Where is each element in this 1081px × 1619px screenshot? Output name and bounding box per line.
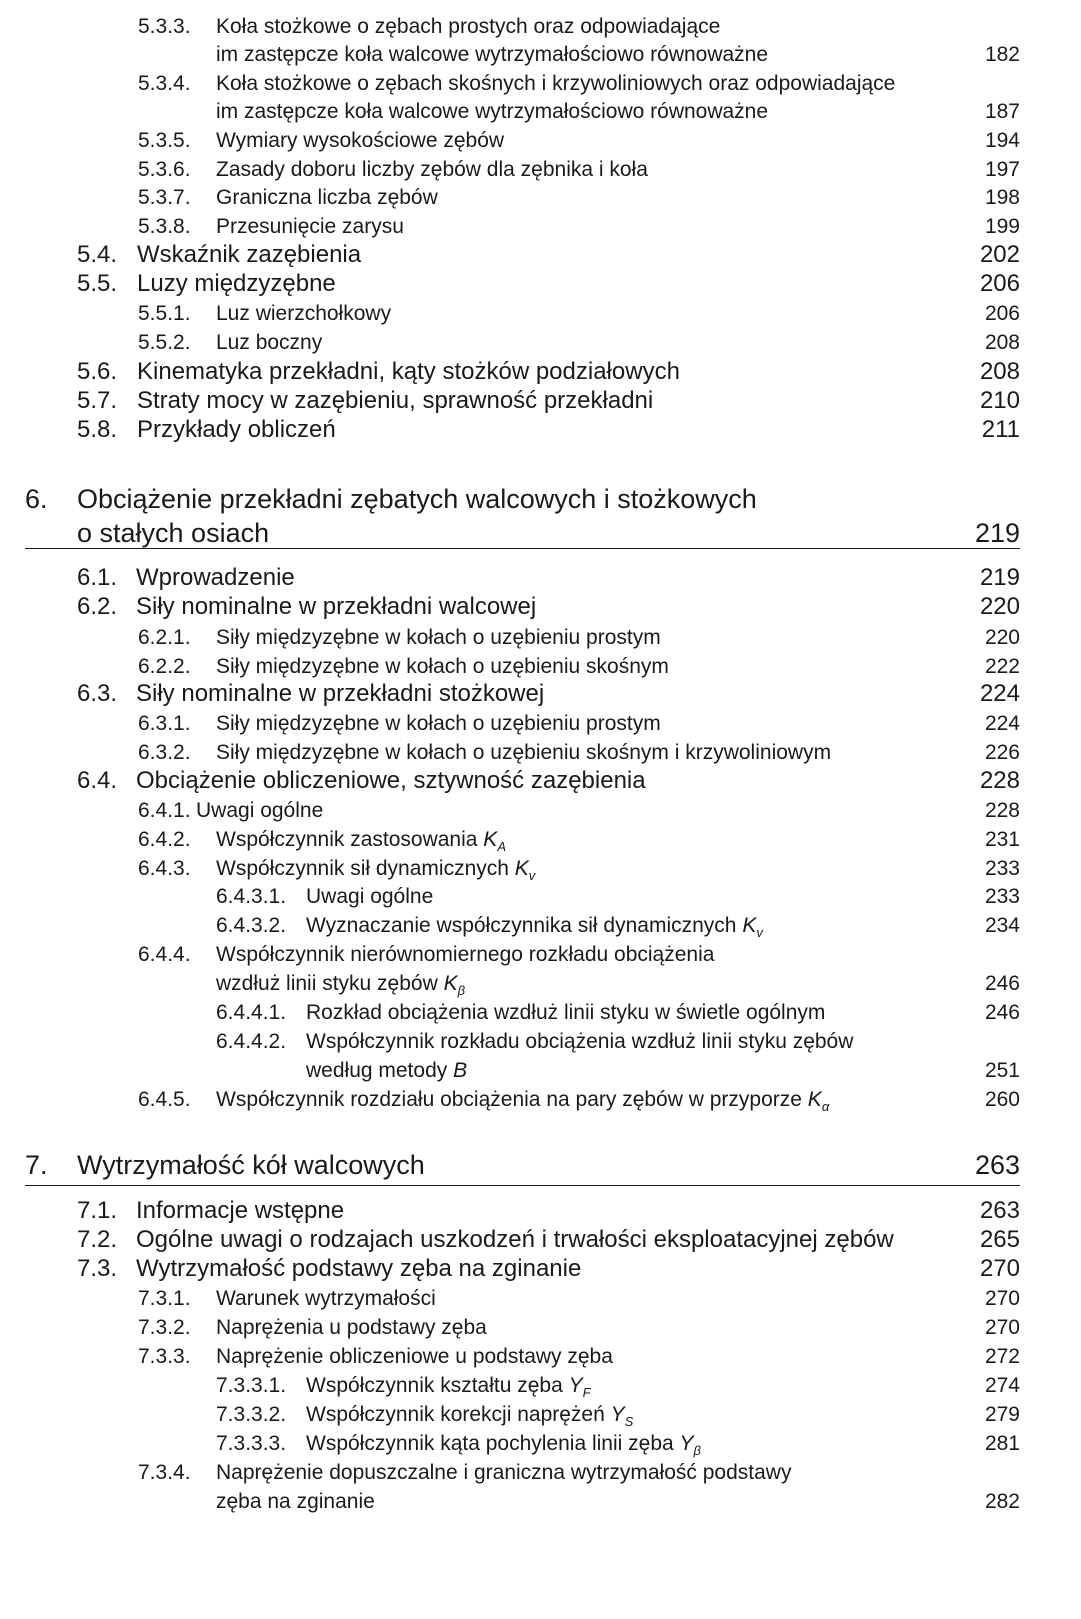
math-symbol <box>679 1431 701 1458</box>
toc-entry-title <box>196 798 323 823</box>
toc-entry-title-text: Warunek wytrzymałości <box>216 1286 436 1310</box>
toc-entry-title <box>136 767 646 796</box>
toc-entry-page-number: 260 <box>984 1087 1020 1111</box>
toc-entry <box>0 654 1081 679</box>
toc-entry-number: 6.4.3.1. <box>216 884 287 908</box>
math-symbol-base: Y <box>610 1402 625 1426</box>
toc-entry-title-text: Współczynnik nierównomiernego rozkładu obciążenia <box>216 942 715 966</box>
toc-entry-title <box>77 483 757 515</box>
toc-entry-title <box>137 387 653 416</box>
toc-entry-title <box>216 711 661 736</box>
toc-entry <box>0 564 1081 593</box>
toc-entry-title-text: Obciążenie przekładni zębatych walcowych i stożkowych <box>77 484 757 515</box>
toc-entry-number: 7.3.3.2. <box>216 1402 287 1426</box>
toc-entry-number: 7.1. <box>77 1197 118 1225</box>
toc-entry-page-number: 251 <box>984 1058 1020 1082</box>
toc-entry-page-number: 199 <box>984 214 1020 238</box>
toc-entry-title-text: Siły międzyzębne w kołach o uzębieniu skośnym <box>216 654 669 678</box>
toc-entry-number: 6.2.1. <box>138 625 191 649</box>
toc-entry <box>0 358 1081 387</box>
toc-entry <box>0 913 1081 938</box>
toc-entry-title-text: Siły międzyzębne w kołach o uzębieniu prostym <box>216 625 661 649</box>
toc-entry-title <box>136 680 544 709</box>
chapter-divider <box>25 548 1020 549</box>
toc-entry-title <box>216 1344 613 1369</box>
toc-entry-page-number: 282 <box>984 1489 1020 1513</box>
toc-entry-title-text: Koła stożkowe o zębach skośnych i krzywoliniowych oraz odpowiadające <box>216 71 896 95</box>
toc-entry <box>0 99 1081 124</box>
toc-entry-title <box>216 330 322 355</box>
toc-entry-title <box>306 1431 701 1463</box>
toc-entry-number: 6.2. <box>77 593 118 621</box>
toc-entry <box>0 416 1081 445</box>
toc-entry-number: 5.5. <box>77 270 118 298</box>
toc-entry-title-text: Naprężenia u podstawy zęba <box>216 1315 487 1339</box>
toc-entry-number: 7.3.4. <box>138 1460 191 1484</box>
toc-entry <box>0 387 1081 416</box>
toc-entry-title-text: Siły nominalne w przekładni stożkowej <box>136 680 545 708</box>
toc-entry-number: 5.6. <box>77 358 118 386</box>
toc-entry-number: 5.3.3. <box>138 14 191 38</box>
toc-entry-title <box>216 1489 375 1514</box>
math-symbol <box>742 913 763 940</box>
toc-entry <box>0 593 1081 622</box>
toc-entry-number: 6.4.4.2. <box>216 1029 287 1053</box>
toc-entry-title <box>137 416 336 445</box>
toc-entry-title-text: Współczynnik kształtu zęba <box>306 1373 563 1397</box>
toc-entry-title-text: im zastępcze koła walcowe wytrzymałościowo równoważne <box>216 99 769 123</box>
toc-entry-page-number: 231 <box>984 827 1020 851</box>
toc-entry-number: 5.5.2. <box>138 330 191 354</box>
toc-entry-title <box>216 1315 487 1340</box>
toc-entry-title <box>216 185 438 210</box>
toc-entry <box>0 1226 1081 1255</box>
toc-entry-number: 6.4.1. <box>138 798 191 822</box>
math-symbol <box>610 1402 634 1429</box>
math-symbol-base: B <box>453 1058 468 1082</box>
toc-entry-title <box>216 214 404 239</box>
toc-entry-number: 7. <box>25 1150 48 1181</box>
toc-entry-number: 7.3.2. <box>138 1315 191 1339</box>
toc-entry <box>0 942 1081 967</box>
toc-entry-page-number: 233 <box>984 884 1020 908</box>
toc-entry-title-text: według metody <box>306 1058 448 1082</box>
toc-entry-title-text: Współczynnik korekcji naprężeń <box>306 1402 605 1426</box>
toc-entry <box>0 1000 1081 1025</box>
toc-entry-page-number: 206 <box>984 301 1020 325</box>
toc-entry-number: 5.8. <box>77 416 118 444</box>
math-symbol-subscript: v <box>528 868 536 883</box>
toc-entry-number: 7.3.3. <box>138 1344 191 1368</box>
toc-entry-page-number: 246 <box>984 971 1020 995</box>
toc-entry-page-number: 187 <box>984 99 1020 123</box>
math-symbol <box>443 971 466 998</box>
toc-entry-page-number: 224 <box>984 711 1020 735</box>
toc-entry-title <box>216 157 648 182</box>
toc-entry-number: 5.7. <box>77 387 118 415</box>
toc-entry-page-number: 220 <box>979 593 1020 621</box>
math-symbol-base: Y <box>568 1373 583 1397</box>
toc-entry-title-text: Rozkład obciążenia wzdłuż linii styku w świetle ogólnym <box>306 1000 826 1024</box>
toc-entry-title-text: Informacje wstępne <box>136 1197 345 1225</box>
toc-entry-title <box>77 1149 425 1181</box>
toc-entry <box>0 330 1081 355</box>
toc-entry-page-number: 220 <box>984 625 1020 649</box>
toc-entry-page-number: 211 <box>981 416 1020 444</box>
toc-entry-number: 6.4.5. <box>138 1087 191 1111</box>
toc-entry-title <box>136 1226 894 1255</box>
toc-entry <box>0 214 1081 239</box>
toc-entry-number: 7.3. <box>77 1255 118 1283</box>
toc-entry <box>0 1029 1081 1054</box>
math-symbol-base: K <box>514 856 529 880</box>
toc-entry-page-number: 198 <box>984 185 1020 209</box>
toc-entry <box>0 1149 1081 1181</box>
toc-entry-title <box>216 971 465 1003</box>
toc-entry-title <box>216 42 768 67</box>
math-symbol <box>483 827 506 854</box>
toc-entry-number: 6.3. <box>77 680 118 708</box>
toc-entry-title-text: Naprężenie obliczeniowe u podstawy zęba <box>216 1344 613 1368</box>
toc-entry-page-number: 182 <box>984 42 1020 66</box>
toc-entry-title-text: Uwagi ogólne <box>196 798 324 822</box>
math-symbol-base: K <box>742 913 757 937</box>
toc-entry <box>0 157 1081 182</box>
toc-entry-title-text: Luz boczny <box>216 330 323 354</box>
toc-entry <box>0 827 1081 852</box>
toc-entry-page-number: 279 <box>984 1402 1020 1426</box>
toc-entry-page-number: 194 <box>984 128 1020 152</box>
toc-entry <box>0 680 1081 709</box>
math-symbol <box>514 856 536 883</box>
toc-entry <box>0 798 1081 823</box>
toc-entry-title-text: o stałych osiach <box>77 518 270 549</box>
toc-entry-title-text: Wskaźnik zazębienia <box>137 241 362 269</box>
toc-entry-number: 5.3.6. <box>138 157 191 181</box>
toc-entry-page-number: 270 <box>979 1255 1020 1283</box>
toc-entry-page-number: 197 <box>984 157 1020 181</box>
chapter-divider <box>25 1185 1020 1186</box>
toc-entry-title-text: Kinematyka przekładni, kąty stożków podziałowych <box>137 358 680 386</box>
math-symbol <box>453 1059 467 1082</box>
toc-entry-page-number: 263 <box>979 1197 1020 1225</box>
toc-entry-number: 5.3.7. <box>138 185 191 209</box>
toc-entry-title-text: Współczynnik rozkładu obciążenia wzdłuż linii styku zębów <box>306 1029 854 1053</box>
toc-entry-title <box>306 1029 853 1054</box>
toc-entry-page-number: 270 <box>984 1315 1020 1339</box>
toc-entry-title-text: Przesunięcie zarysu <box>216 214 404 238</box>
toc-entry-number: 5.3.8. <box>138 214 191 238</box>
toc-entry-page-number: 202 <box>979 241 1020 269</box>
toc-entry-title <box>216 654 669 679</box>
math-symbol-subscript: β <box>457 983 466 998</box>
toc-entry-title <box>306 1402 633 1434</box>
toc-entry-title-text: Wytrzymałość podstawy zęba na zginanie <box>136 1255 582 1283</box>
toc-entry <box>0 1087 1081 1112</box>
toc-entry <box>0 270 1081 299</box>
toc-entry-number: 5.5.1. <box>138 301 191 325</box>
toc-entry-number: 6.4.3. <box>138 856 191 880</box>
toc-entry-title-text: Zasady doboru liczby zębów dla zębnika i koła <box>216 157 648 181</box>
toc-entry <box>0 1460 1081 1485</box>
toc-entry-number: 5.4. <box>77 241 118 269</box>
toc-entry-page-number: 274 <box>984 1373 1020 1397</box>
toc-entry <box>0 1197 1081 1226</box>
toc-entry-number: 6.1. <box>77 564 118 592</box>
toc-entry <box>0 1058 1081 1083</box>
math-symbol-subscript: F <box>582 1385 591 1400</box>
math-symbol-base: K <box>483 827 498 851</box>
toc-entry-number: 7.3.3.1. <box>216 1373 287 1397</box>
toc-entry-title-text: wzdłuż linii styku zębów <box>216 971 438 995</box>
toc-entry-title <box>137 241 361 270</box>
toc-entry-page-number: 265 <box>979 1226 1020 1254</box>
toc-entry <box>0 42 1081 67</box>
toc-entry-page-number: 219 <box>979 564 1020 592</box>
toc-entry-page-number: 228 <box>984 798 1020 822</box>
toc-entry-title <box>216 1460 791 1485</box>
toc-entry-number: 6.4. <box>77 767 118 795</box>
toc-entry-number: 6.4.4. <box>138 942 191 966</box>
toc-entry <box>0 128 1081 153</box>
toc-entry-page-number: 270 <box>984 1286 1020 1310</box>
toc-entry <box>0 711 1081 736</box>
toc-entry-page-number: 228 <box>979 767 1020 795</box>
toc-entry-page-number: 208 <box>984 330 1020 354</box>
toc-entry-title <box>216 942 714 967</box>
toc-entry-page-number: 234 <box>984 913 1020 937</box>
toc-entry-title-text: Siły nominalne w przekładni walcowej <box>136 593 537 621</box>
toc-entry-title-text: Wytrzymałość kół walcowych <box>77 1150 425 1181</box>
toc-entry-title-text: Naprężenie dopuszczalne i graniczna wytrzymałość podstawy <box>216 1460 792 1484</box>
toc-entry-title <box>136 564 295 593</box>
toc-entry-title-text: Wymiary wysokościowe zębów <box>216 128 505 152</box>
toc-entry <box>0 241 1081 270</box>
math-symbol-subscript: v <box>756 925 763 940</box>
toc-entry-title <box>216 301 391 326</box>
toc-entry <box>0 1255 1081 1284</box>
toc-entry-title <box>306 1058 467 1083</box>
math-symbol-base: K <box>807 1087 822 1111</box>
math-symbol-base: K <box>443 971 458 995</box>
toc-entry-title <box>216 128 504 153</box>
toc-entry <box>0 1373 1081 1398</box>
toc-entry-title <box>136 593 536 622</box>
toc-entry <box>0 1344 1081 1369</box>
toc-entry <box>0 1315 1081 1340</box>
toc-entry <box>0 625 1081 650</box>
toc-entry <box>0 1286 1081 1311</box>
toc-entry-page-number: 219 <box>974 518 1020 549</box>
toc-entry <box>0 14 1081 39</box>
toc-entry-title <box>216 740 831 765</box>
toc-entry-number: 6.4.3.2. <box>216 913 287 937</box>
toc-entry-title <box>216 625 661 650</box>
toc-entry-page-number: 272 <box>984 1344 1020 1368</box>
toc-entry-page-number: 226 <box>984 740 1020 764</box>
toc-entry-title <box>136 1197 344 1226</box>
math-symbol <box>568 1373 591 1400</box>
toc-entry-title-text: Koła stożkowe o zębach prostych oraz odpowiadające <box>216 14 721 38</box>
toc-entry-title-text: Wprowadzenie <box>136 564 295 592</box>
toc-entry-title <box>216 1087 829 1119</box>
toc-entry-number: 6.2.2. <box>138 654 191 678</box>
toc-entry-title-text: Przykłady obliczeń <box>137 416 336 444</box>
toc-entry-page-number: 224 <box>979 680 1020 708</box>
toc-entry-page-number: 263 <box>974 1150 1020 1181</box>
toc-entry-title-text: Straty mocy w zazębieniu, sprawność przekładni <box>137 387 654 415</box>
toc-entry-title-text: im zastępcze koła walcowe wytrzymałościowo równoważne <box>216 42 769 66</box>
toc-entry-number: 6.4.4.1. <box>216 1000 287 1024</box>
toc-entry-title-text: Współczynnik zastosowania <box>216 827 478 851</box>
toc-entry-number: 5.3.5. <box>138 128 191 152</box>
toc-entry <box>0 971 1081 996</box>
toc-entry-number: 7.3.3.3. <box>216 1431 287 1455</box>
toc-entry-title <box>137 270 336 299</box>
toc-entry-page-number: 208 <box>979 358 1020 386</box>
toc-entry-number: 6. <box>25 484 48 515</box>
toc-entry-title <box>216 71 895 96</box>
toc-entry <box>0 767 1081 796</box>
toc-entry-number: 6.3.1. <box>138 711 191 735</box>
toc-entry-title <box>306 884 433 909</box>
math-symbol-subscript: β <box>693 1443 701 1458</box>
toc-entry-title <box>77 517 269 549</box>
toc-entry <box>0 856 1081 881</box>
math-symbol <box>807 1087 830 1114</box>
toc-entry-title <box>306 913 763 945</box>
toc-entry-page-number: 210 <box>979 387 1020 415</box>
toc-entry-number: 7.3.1. <box>138 1286 191 1310</box>
toc-entry <box>0 185 1081 210</box>
toc-entry-number: 6.3.2. <box>138 740 191 764</box>
toc-entry <box>0 483 1081 515</box>
math-symbol-subscript: S <box>624 1414 634 1429</box>
toc-entry-title <box>216 1286 436 1311</box>
toc-entry-title-text: Uwagi ogólne <box>306 884 434 908</box>
toc-entry <box>0 301 1081 326</box>
toc-entry-title <box>137 358 680 387</box>
toc-entry <box>0 1431 1081 1456</box>
toc-entry-title-text: Obciążenie obliczeniowe, sztywność zazębienia <box>136 767 646 795</box>
toc-entry-title <box>216 14 720 39</box>
toc-entry-title <box>306 1373 591 1405</box>
toc-entry-title-text: Współczynnik rozdziału obciążenia na pary zębów w przyporze <box>216 1087 802 1111</box>
toc-entry <box>0 884 1081 909</box>
math-symbol-subscript: A <box>497 839 506 854</box>
toc-entry-title-text: Siły międzyzębne w kołach o uzębieniu prostym <box>216 711 661 735</box>
toc-entry <box>0 1489 1081 1514</box>
toc-entry-page-number: 281 <box>984 1431 1020 1455</box>
toc-entry-number: 7.2. <box>77 1226 118 1254</box>
toc-entry <box>0 1402 1081 1427</box>
toc-entry-page-number: 246 <box>984 1000 1020 1024</box>
toc-entry <box>0 740 1081 765</box>
toc-entry <box>0 517 1081 549</box>
toc-entry-title <box>136 1255 581 1284</box>
math-symbol-subscript: α <box>821 1099 830 1114</box>
toc-entry-title-text: Ogólne uwagi o rodzajach uszkodzeń i trwałości eksploatacyjnej zębów <box>136 1226 894 1254</box>
toc-entry-page-number: 233 <box>984 856 1020 880</box>
toc-entry-title-text: Luzy międzyzębne <box>137 270 336 298</box>
toc-entry-title-text: Siły międzyzębne w kołach o uzębieniu skośnym i krzywoliniowym <box>216 740 832 764</box>
toc-entry-title-text: Współczynnik kąta pochylenia linii zęba <box>306 1431 674 1455</box>
math-symbol-base: Y <box>679 1431 694 1455</box>
toc-entry-title-text: Luz wierzchołkowy <box>216 301 392 325</box>
toc-entry-title-text: zęba na zginanie <box>216 1489 375 1513</box>
toc-entry-title <box>306 1000 825 1025</box>
toc-entry-number: 6.4.2. <box>138 827 191 851</box>
toc-entry-title <box>216 827 506 859</box>
toc-entry-title <box>216 99 768 124</box>
toc-entry-title-text: Współczynnik sił dynamicznych <box>216 856 509 880</box>
toc-entry-page-number: 222 <box>984 654 1020 678</box>
toc-entry-page-number: 206 <box>979 270 1020 298</box>
toc-entry-title-text: Graniczna liczba zębów <box>216 185 438 209</box>
toc-entry <box>0 71 1081 96</box>
toc-entry-title-text: Wyznaczanie współczynnika sił dynamicznych <box>306 913 737 937</box>
toc-entry-number: 5.3.4. <box>138 71 191 95</box>
